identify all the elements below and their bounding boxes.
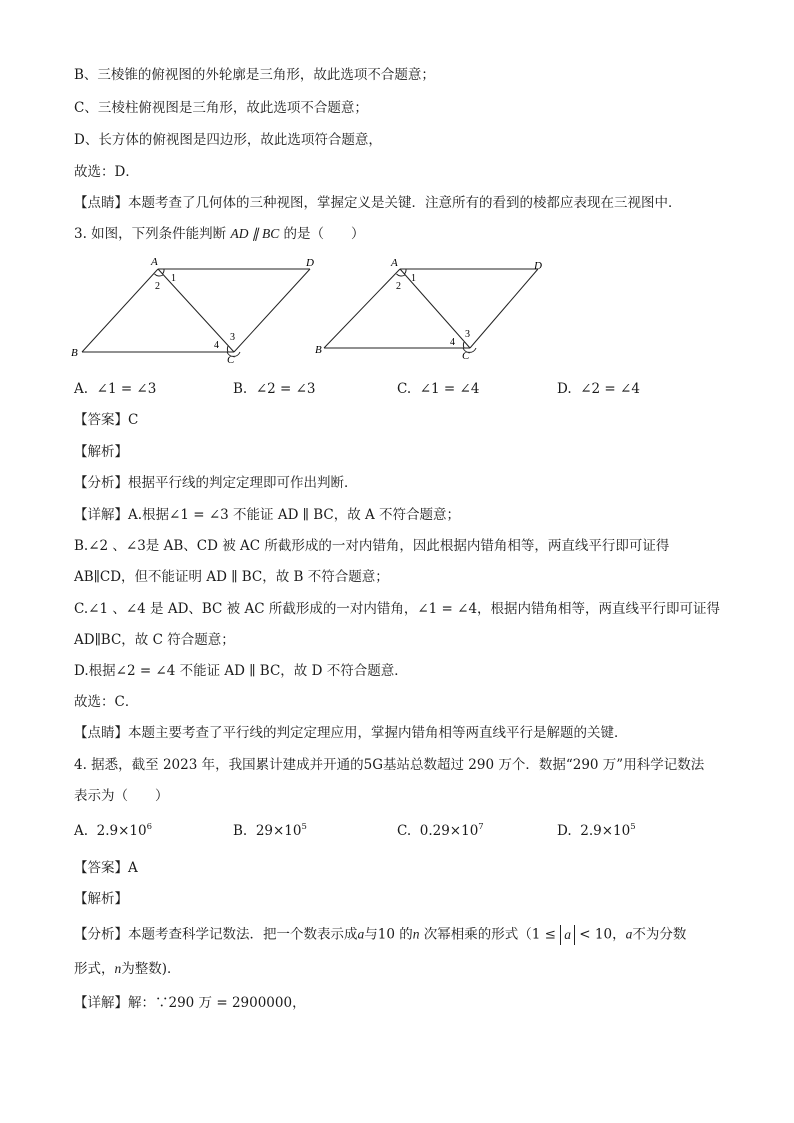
prev-option-d: D、长方体的俯视图是四边形，故此选项符合题意， <box>74 132 382 148</box>
q4-option-c: C. $0.29\times 10^7$ <box>397 822 484 839</box>
q3-choose: 故选：C． <box>74 694 139 710</box>
q4-stem-line2: 表示为（ ） <box>74 788 169 804</box>
label-b: B <box>71 347 78 359</box>
q4-answer: 【答案】A <box>74 860 138 876</box>
q3-option-c: C. ∠1 = ∠4 <box>397 381 480 397</box>
label-d: D <box>534 260 542 272</box>
angle-2: 2 <box>396 281 401 292</box>
q3-stem-pre: 3. 如图，下列条件能判断 <box>74 226 231 242</box>
q3-option-a: A. ∠1 = ∠3 <box>74 381 157 397</box>
q4-option-d: D. $2.9\times 10^5$ <box>557 822 636 839</box>
q4-detail: 【详解】解：∵290 万 = 2900000， <box>74 995 306 1011</box>
q4-fenxi-line2: 形式，n为整数)． <box>74 961 181 977</box>
comment-tag: 【点睛】 <box>74 195 128 211</box>
answer-tag: 【答案】 <box>74 412 128 428</box>
label-d: D <box>306 257 314 269</box>
comment-text: 本题考查了几何体的三种视图，掌握定义是关键．注意所有的看到的棱都应表现在三视图中． <box>128 195 682 211</box>
angle-3: 3 <box>465 329 470 340</box>
q3-answer <box>74 411 138 429</box>
label-a: A <box>391 257 398 269</box>
prev-option-c: C、三棱柱俯视图是三角形，故此选项不合题意； <box>74 100 368 116</box>
q4-fenxi-line1: 【分析】本题考查科学记数法．把一个数表示成a与10 的n 次幂相乘的形式（1 ≤ a < 10，a不为分数 <box>74 925 686 945</box>
angle-1: 1 <box>171 273 176 284</box>
prev-option-b: B、三棱锥的俯视图的外轮廓是三角形，故此选项不合题意； <box>74 67 435 83</box>
angle-4: 4 <box>214 340 219 351</box>
label-a: A <box>151 256 158 268</box>
angle-3: 3 <box>230 332 235 343</box>
q4-option-a: A. $2.9\times 10^6$ <box>74 822 153 839</box>
q3-comment: 【点睛】本题主要考查了平行线的判定定理应用，掌握内错角相等两直线平行是解题的关键． <box>74 725 628 741</box>
q3-figure-right <box>312 254 572 366</box>
prev-choose: 故选：D． <box>74 164 139 180</box>
q3-detail-d: D.根据∠2 = ∠4 不能证 AD ∥ BC，故 D 不符合题意． <box>74 663 408 679</box>
q4-analysis-tag: 【解析】 <box>74 891 128 907</box>
q4-option-b: B. $29\times 10^5$ <box>233 822 307 839</box>
angle-2: 2 <box>155 281 160 292</box>
q4-stem-line1: 4. 据悉，截至 2023 年，我国累计建成并开通的5G基站总数超过 290 万个．数据“290 万”用科学记数法 <box>74 757 705 773</box>
abs-value: a <box>560 925 575 945</box>
angle-1: 1 <box>411 273 416 284</box>
label-c: C <box>227 354 235 364</box>
q3-detail-b1: B.∠2 、∠3是 AB、CD 被 AC 所截形成的一对内错角，因此根据内错角相等，两直线平行即可证得 <box>74 538 670 554</box>
q3-option-b: B. ∠2 = ∠3 <box>233 381 316 397</box>
label-b: B <box>315 344 322 356</box>
q3-option-d: D. ∠2 = ∠4 <box>557 381 640 397</box>
q3-detail-b2: AB∥CD，但不能证明 AD ∥ BC，故 B 不符合题意； <box>74 569 389 585</box>
q3-detail-a: 【详解】A.根据∠1 = ∠3 不能证 AD ∥ BC，故 A 不符合题意； <box>74 507 461 523</box>
q3-figure-left <box>70 252 330 364</box>
q3-stem <box>74 225 365 243</box>
angle-4: 4 <box>450 337 455 348</box>
q3-detail-c2: AD∥BC，故 C 符合题意； <box>74 632 235 648</box>
label-c: C <box>462 350 470 362</box>
q3-fenxi: 【分析】根据平行线的判定定理即可作出判断． <box>74 475 358 491</box>
answer-value: C <box>128 412 139 428</box>
q3-analysis-tag: 【解析】 <box>74 444 128 460</box>
q3-stem-post: 的是（ ） <box>279 226 365 242</box>
q3-detail-c1: C.∠1 、∠4 是 AD、BC 被 AC 所截形成的一对内错角，∠1 = ∠4，根据内错角相等，两直线平行即可证得 <box>74 601 721 617</box>
q3-stem-rel: AD ∥ BC <box>230 226 280 241</box>
prev-comment <box>74 194 682 212</box>
